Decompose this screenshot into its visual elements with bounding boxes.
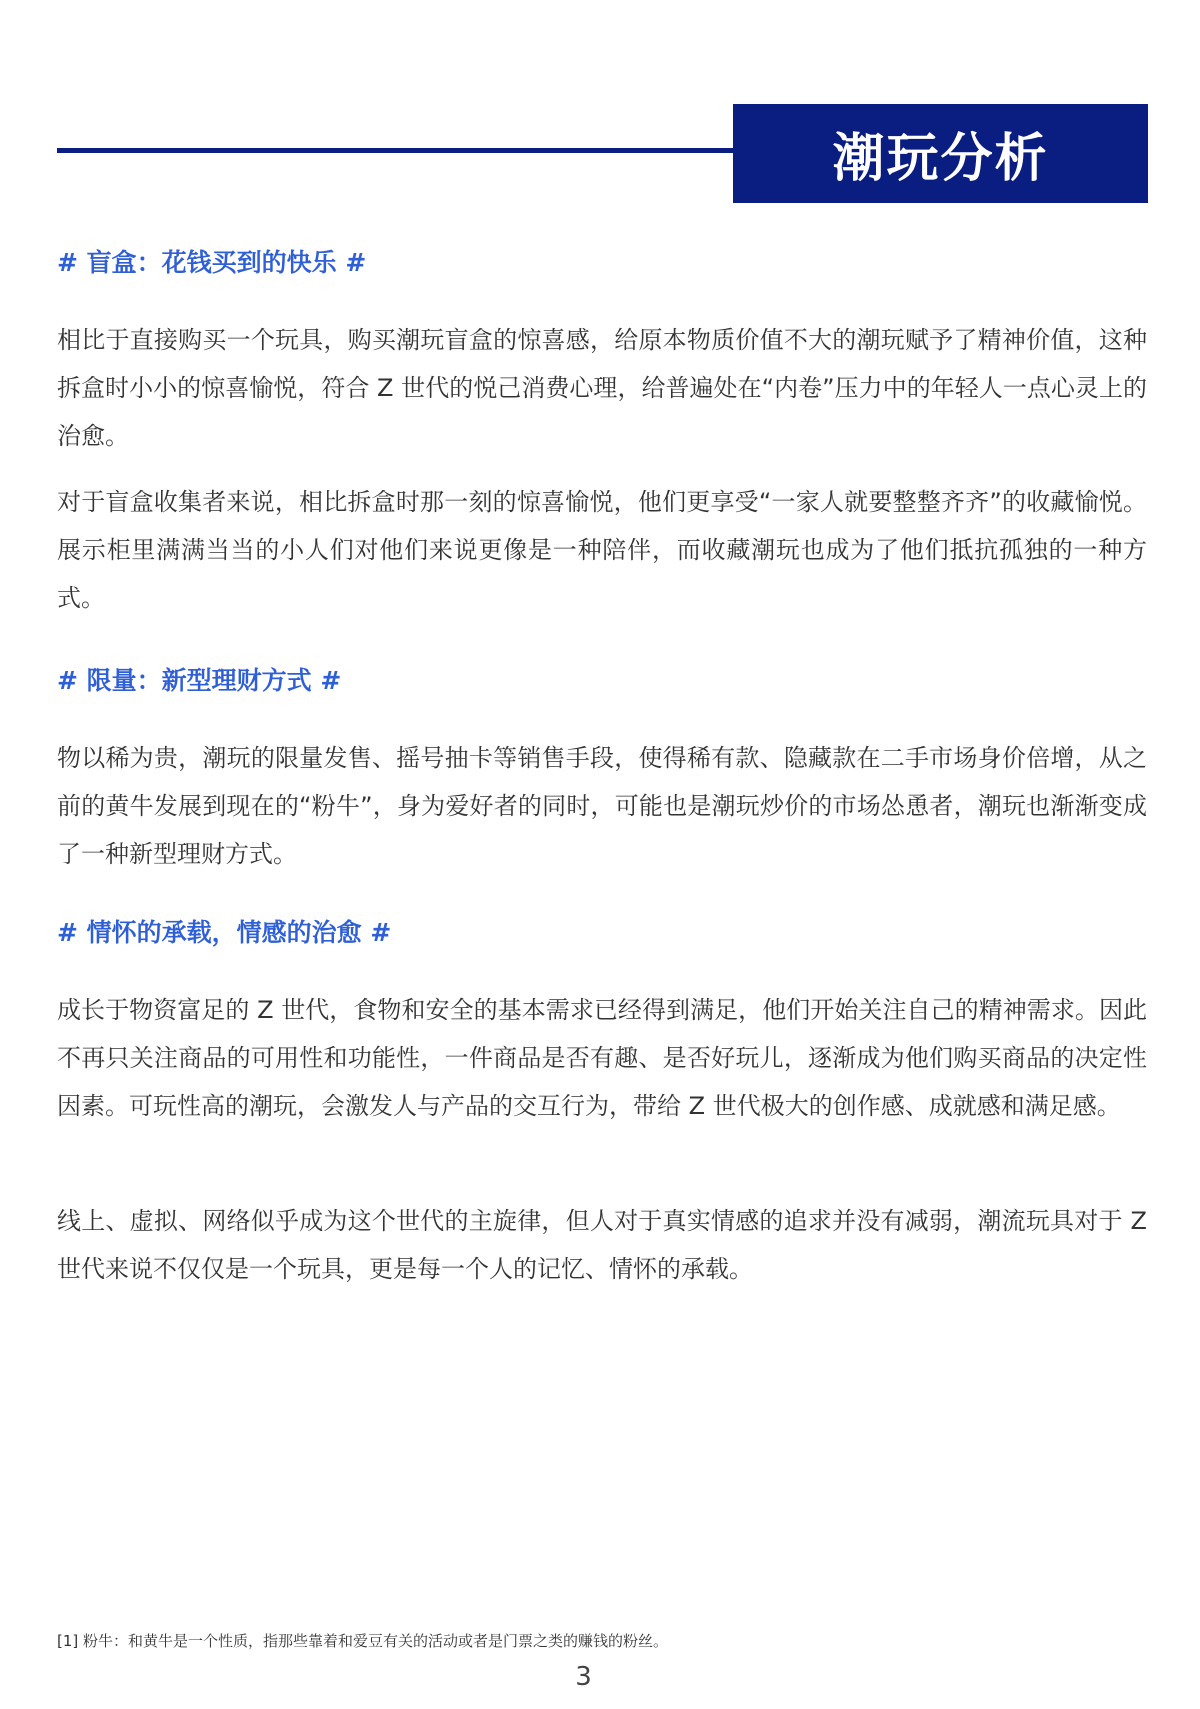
section-heading-limited: # 限量：新型理财方式 # [57,666,342,695]
paragraph-limited-1: 物以稀为贵，潮玩的限量发售、摇号抽卡等销售手段，使得稀有款、隐藏款在二手市场身价倍增，从之前的黄牛发展到现在的“粉牛”，身为爱好者的同时，可能也是潮玩炒价的市场怂恿者，潮玩也渐渐变成了一种新型理财方式。 [57,744,1147,868]
header-rule [57,148,737,153]
title-banner [733,104,1148,203]
paragraph-sentiment-1: 成长于物资富足的 Z 世代，食物和安全的基本需求已经得到满足，他们开始关注自己的精神需求。因此不再只关注商品的可用性和功能性，一件商品是否有趣、是否好玩儿，逐渐成为他们购买商品的决定性因素。可玩性高的潮玩，会激发人与产品的交互行为，带给 Z 世代极大的创作感、成就感和满足感。 [57,996,1147,1120]
paragraph-blind-box-2: 对于盲盒收集者来说，相比拆盒时那一刻的惊喜愉悦，他们更享受“一家人就要整整齐齐”的收藏愉悦。展示柜里满满当当的小人们对他们来说更像是一种陪伴，而收藏潮玩也成为了他们抵抗孤独的一种方式。 [57,488,1147,612]
paragraph-blind-box-1: 相比于直接购买一个玩具，购买潮玩盲盒的惊喜感，给原本物质价值不大的潮玩赋予了精神价值，这种拆盒时小小的惊喜愉悦，符合 Z 世代的悦己消费心理，给普遍处在“内卷”压力中的年轻人一点心灵上的治愈。 [57,326,1147,450]
section-heading-sentiment: # 情怀的承载，情感的治愈 # [57,918,392,947]
page-title: 潮玩分析 [832,129,1049,189]
page-number: 3 [575,1662,592,1692]
section-heading-blind-box: # 盲盒：花钱买到的快乐 # [57,248,367,277]
footnote: [1] 粉牛：和黄牛是一个性质，指那些靠着和爱豆有关的活动或者是门票之类的赚钱的粉丝。 [57,1632,669,1650]
paragraph-sentiment-2: 线上、虚拟、网络似乎成为这个世代的主旋律，但人对于真实情感的追求并没有减弱，潮流玩具对于 Z 世代来说不仅仅是一个玩具，更是每一个人的记忆、情怀的承载。 [57,1207,1147,1283]
